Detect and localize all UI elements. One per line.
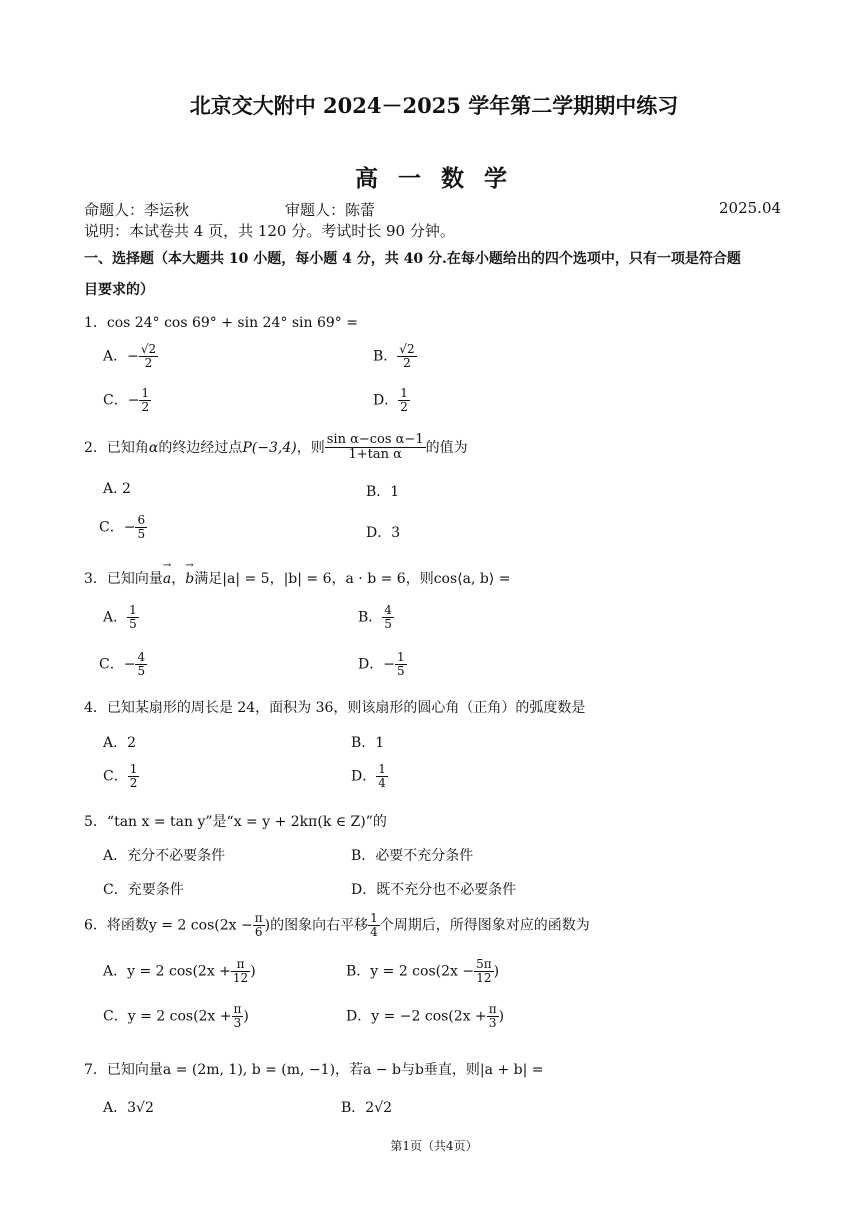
q4-option-a: A．2 (103, 735, 137, 751)
fraction: $\frac{√2}{2}$ (399, 342, 415, 371)
page-footer: 第1页（共4页） (390, 1139, 478, 1153)
q3-option-d: D．− $\frac{1}{5}$ (358, 650, 405, 679)
q1-option-b: B． $\frac{√2}{2}$ (373, 342, 415, 371)
q2-option-c: C．− $\frac{6}{5}$ (99, 513, 146, 542)
q1-option-a: A．− $\frac{√2}{2}$ (103, 342, 157, 371)
question-1: 1．cos 24° cos 69° + sin 24° sin 69° = (84, 315, 358, 331)
reviewer: 审题人：陈蕾 (285, 201, 376, 219)
q5-option-d: D．既不充分也不必要条件 (351, 882, 517, 898)
fraction: $\frac{\pi}{3}$ (488, 1002, 497, 1031)
q4-option-b: B．1 (351, 735, 385, 751)
q4-option-c: C． $\frac{1}{2}$ (103, 762, 138, 791)
q7-option-b: B．2√2 (341, 1100, 393, 1116)
q3-option-b: B． $\frac{4}{5}$ (358, 603, 392, 632)
fraction: $\frac{\pi}{12}$ (232, 957, 249, 986)
fraction: $\frac{\pi}{3}$ (233, 1002, 242, 1031)
fraction: $\frac{1}{2}$ (129, 762, 138, 791)
q7-option-a: A．3√2 (103, 1100, 154, 1116)
exam-date: 2025.04 (719, 199, 782, 217)
q6-option-d: D．y = −2 cos(2x + $\frac{\pi}{3}$ ) (346, 1002, 505, 1031)
question-7: 7．已知向量a = (2m, 1), b = (m, −1)，若a − b与b垂直，则|a + b| = (84, 1062, 544, 1078)
fraction: $\frac{1}{5}$ (396, 650, 405, 679)
section-heading-line1: 一、选择题（本大题共 10 小题，每小题 4 分，共 40 分.在每小题给出的四个选项中，只有一项是符合题 (84, 251, 741, 267)
q2-option-a: A. 2 (103, 481, 131, 497)
fraction: $\frac{√2}{2}$ (140, 342, 157, 371)
fraction: $\frac{6}{5}$ (137, 513, 146, 542)
q2-option-d: D．3 (366, 525, 401, 541)
fraction: $\frac{\pi}{6}$ (254, 911, 263, 940)
q4-option-d: D． $\frac{1}{4}$ (351, 762, 386, 791)
q6-option-c: C．y = 2 cos(2x + $\frac{\pi}{3}$ ) (103, 1002, 249, 1031)
fraction: $\frac{5\pi}{12}$ (476, 957, 492, 986)
fraction: $\frac{1}{2}$ (400, 386, 408, 415)
instructions: 说明：本试卷共 4 页，共 120 分。考试时长 90 分钟。 (84, 222, 455, 240)
question-6: 6．将函数y = 2 cos(2x − $\frac{\pi}{6}$ )的图象向右平移 $\frac{1}{4}$ 个周期后，所得图象对应的函数为 (84, 911, 590, 940)
subject-title: 高 一 数 学 (354, 165, 514, 192)
q6-option-b: B．y = 2 cos(2x − $\frac{5\pi}{12}$ ) (346, 957, 500, 986)
q1-option-d: D． $\frac{1}{2}$ (373, 386, 408, 415)
fraction: $\frac{\text{sin α−cos α−1}}{\text{1+tan α}}$ (326, 432, 424, 463)
author: 命题人：李运秋 (84, 201, 190, 219)
fraction: $\frac{1}{2}$ (141, 386, 150, 415)
exam-title: 北京交大附中 2024－2025 学年第二学期期中练习 (189, 93, 679, 118)
question-2: 2．已知角α的终边经过点P(−3,4)，则 $\frac{\text{sin α−cos α−1}}{\text{1+tan α}}$ 的值为 (84, 432, 468, 463)
fraction: $\frac{4}{5}$ (384, 603, 392, 632)
q3-option-a: A． $\frac{1}{5}$ (103, 603, 137, 632)
q3-option-c: C．− $\frac{4}{5}$ (99, 650, 146, 679)
question-3: 3．已知向量→ a，→ b满足|a| = 5，|b| = 6，a · b = 6，则cos⟨a, b⟩ = (84, 568, 510, 588)
fraction: $\frac{4}{5}$ (137, 650, 146, 679)
fraction: $\frac{1}{4}$ (370, 911, 378, 940)
question-5: 5．“tan x = tan y”是“x = y + 2kπ(k ∈ Z)”的 (84, 814, 387, 830)
section-heading-line2: 目要求的） (84, 282, 154, 298)
q5-option-c: C．充要条件 (103, 882, 184, 898)
q6-option-a: A．y = 2 cos(2x + $\frac{\pi}{12}$ ) (103, 957, 256, 986)
q1-option-c: C．− $\frac{1}{2}$ (103, 386, 150, 415)
q5-option-b: B．必要不充分条件 (351, 848, 474, 864)
question-4: 4．已知某扇形的周长是 24，面积为 36，则该扇形的圆心角（正角）的弧度数是 (84, 700, 586, 716)
fraction: $\frac{1}{5}$ (129, 603, 137, 632)
q5-option-a: A．充分不必要条件 (103, 848, 226, 864)
q2-option-b: B．1 (366, 484, 400, 500)
fraction: $\frac{1}{4}$ (378, 762, 386, 791)
